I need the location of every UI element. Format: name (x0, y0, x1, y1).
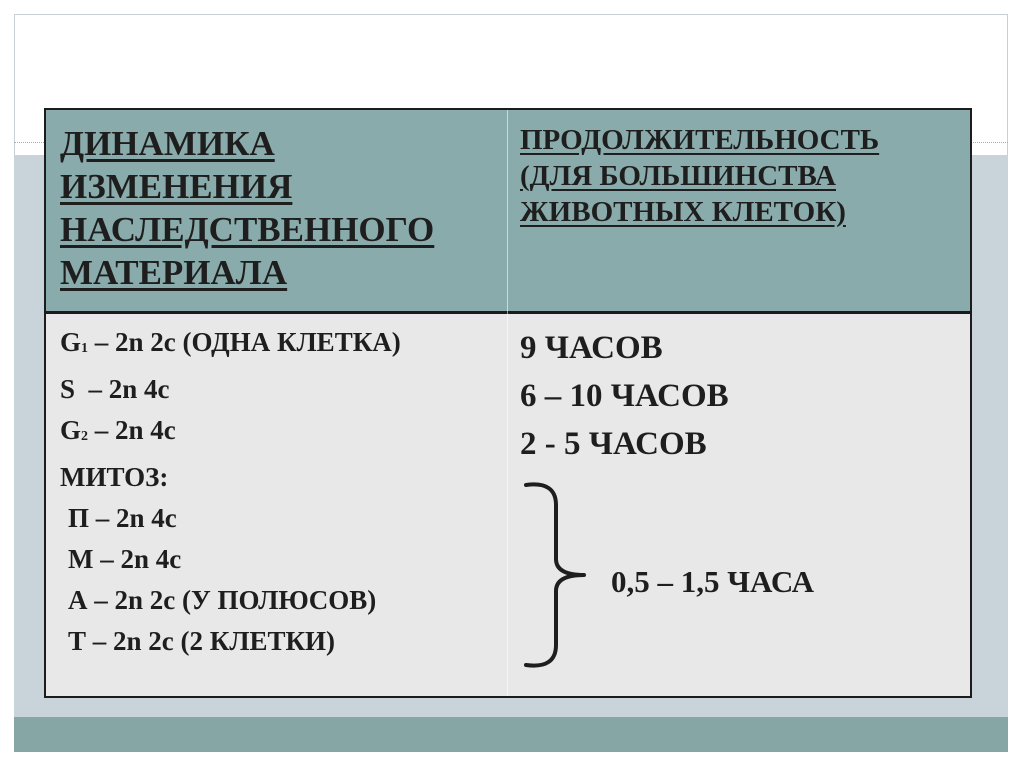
header-line: (ДЛЯ БОЛЬШИНСТВА (520, 160, 836, 192)
column-divider (507, 110, 508, 696)
phase-text: – 2n 2c (ОДНА КЛЕТКА) (88, 327, 401, 357)
header-genetic-material (60, 122, 500, 294)
phase-text: – 2n 4c (75, 374, 170, 404)
duration-list (520, 324, 960, 468)
header-line: НАСЛЕДСТВЕННОГО (60, 210, 435, 249)
slide-footer-bar (14, 717, 1008, 752)
table-body-row (46, 314, 970, 696)
duration-g1: 9 ЧАСОВ (520, 330, 663, 366)
phase-prophase: П – 2n 4c (68, 503, 177, 533)
phase-subscript: 2 (81, 429, 89, 444)
header-line: ДИНАМИКА (60, 124, 275, 163)
curly-brace-icon (522, 479, 592, 671)
table-header-row (46, 110, 970, 314)
cell-cycle-table (44, 108, 972, 698)
phase-s (60, 369, 500, 410)
phase-symbol: S (60, 374, 76, 404)
phase-list (60, 322, 500, 662)
phase-mitosis: МИТОЗ: (60, 462, 169, 492)
phase-text: – 2n 4c (88, 415, 176, 445)
duration-mitosis: 0,5 – 1,5 ЧАСА (611, 564, 815, 599)
header-line: ПРОДОЛЖИТЕЛЬНОСТЬ (520, 124, 880, 156)
phase-metaphase: М – 2n 4c (68, 544, 182, 574)
duration-g2: 2 - 5 ЧАСОВ (520, 426, 707, 462)
phase-symbol: G (60, 415, 82, 445)
phase-symbol: G (60, 327, 82, 357)
header-line: ИЗМЕНЕНИЯ (60, 167, 293, 206)
header-line: ЖИВОТНЫХ КЛЕТОК) (520, 196, 846, 228)
header-duration (520, 122, 960, 230)
header-line: МАТЕРИАЛА (60, 253, 288, 292)
phase-subscript: 1 (81, 341, 89, 356)
duration-s: 6 – 10 ЧАСОВ (520, 378, 729, 414)
phase-g1 (60, 322, 500, 369)
phase-telophase: Т – 2n 2c (2 КЛЕТКИ) (68, 626, 336, 656)
phase-g2 (60, 410, 500, 457)
phase-anaphase: А – 2n 2c (У ПОЛЮСОВ) (68, 585, 377, 615)
